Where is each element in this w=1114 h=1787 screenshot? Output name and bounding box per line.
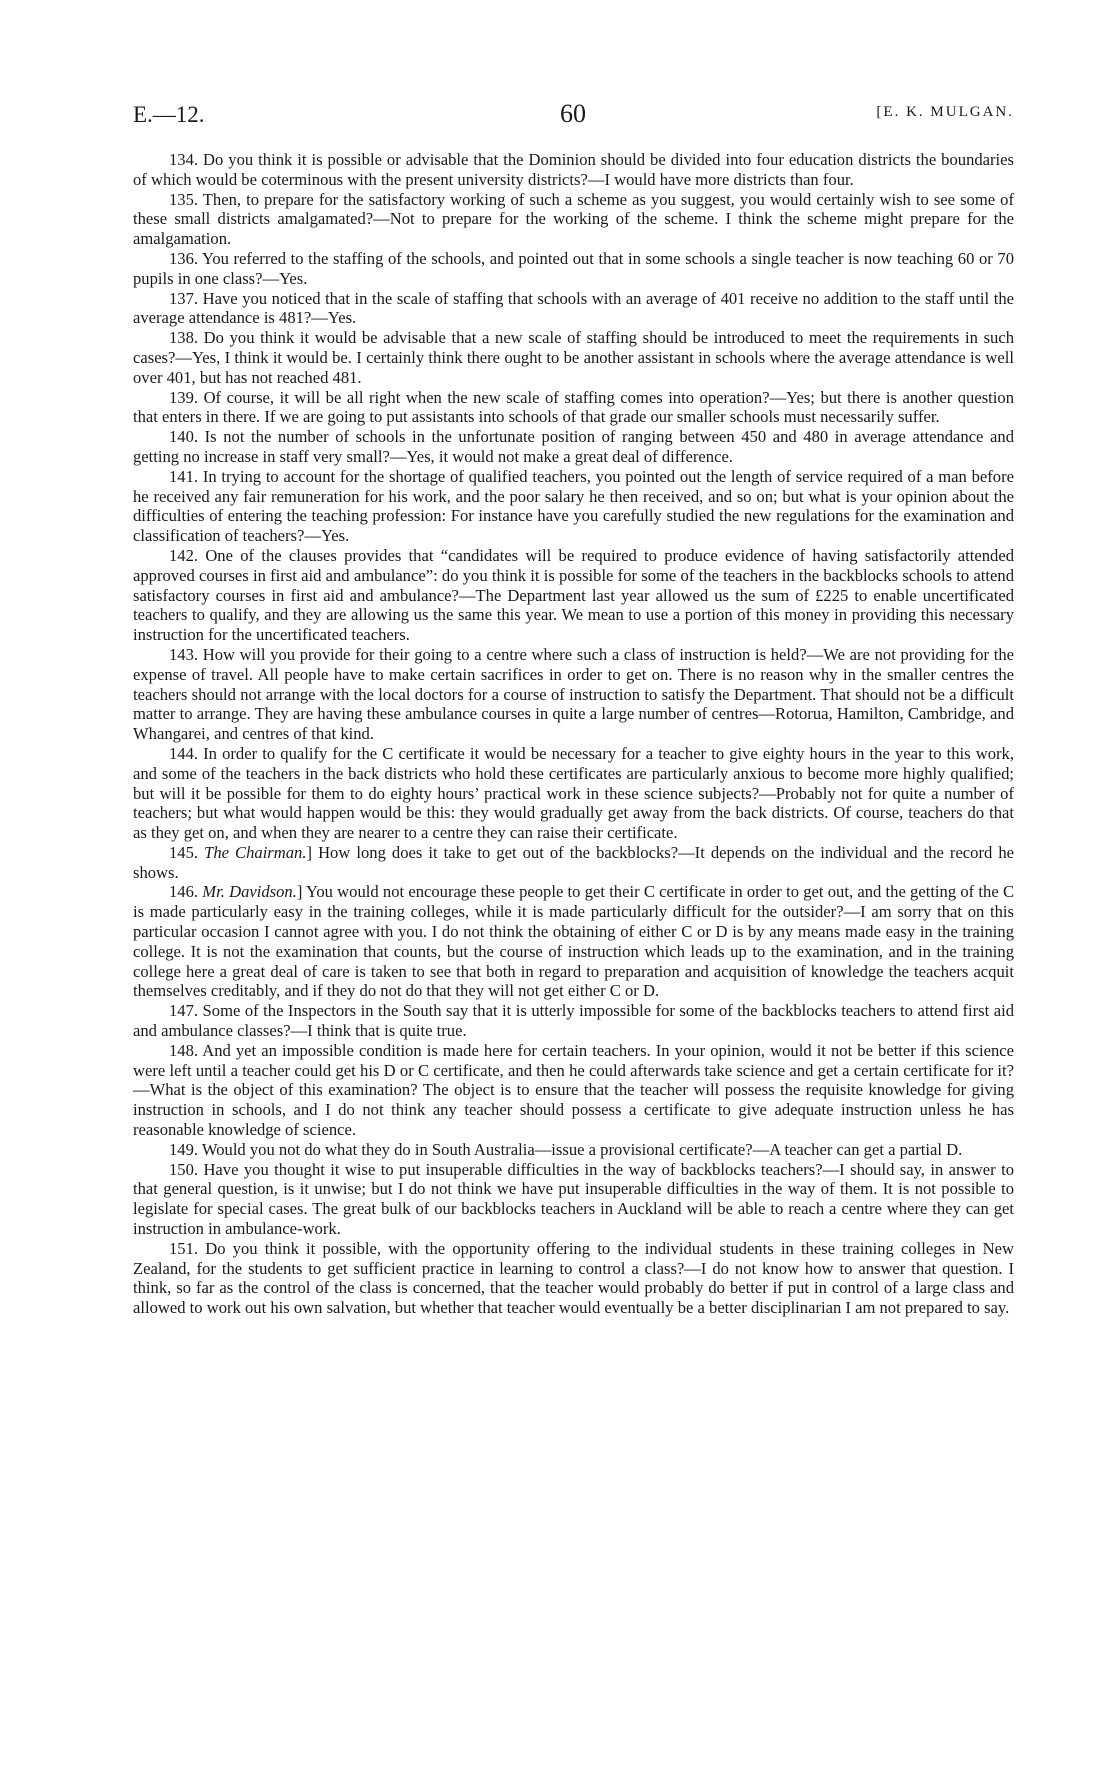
question-139: 139. Of course, it will be all right when the new scale of staffing comes into operation?—Yes; but there is another question that enters in there. If we are going to put assistants into schools of that grade our smaller schools must necessarily suffer.: [133, 387, 1014, 427]
question-text: ] You would not encourage these people to get their C certificate in order to get out, and the getting of the C is made particularly easy in the training colleges, while it is made particularly difficult for the outsider?—I am sorry that on this particular occasion I cannot agree with you. I do not think the obtaining of either C or D is by any means made easy in the training college. It is not the examination that counts, but the course of instruction which leads up to the examination, and in the training college here a great deal of care is taken to see that both in regard to preparation and acquisition of knowledge the teachers acquit themselves creditably, and if they do not do that they will not get either C or D.: [133, 882, 1015, 1001]
evidence-body: [133, 150, 1014, 1318]
question-142: 142. One of the clauses provides that “candidates will be required to produce evidence of having satisfactorily attended approved courses in first aid and ambulance”: do you think it is possible for some of the teachers in the backblocks schools to attend satisfactory courses in first aid and ambulance?—The Department last year allowed us the sum of £225 to enable uncertificated teachers to qualify, and they are allowing us the same this year. We mean to use a portion of this money in providing this necessary instruction for the uncertificated teachers.: [133, 545, 1014, 645]
question-151: 151. Do you think it possible, with the opportunity offering to the individual students in these training colleges in New Zealand, for the students to get sufficient practice in learning to control a class?—I do not know how to answer that question. I think, so far as the control of the class is concerned, that the teacher would probably do better if put in control of a large class and allowed to work out his own salvation, but whether that teacher would eventually be a better disciplinarian I am not prepared to say.: [133, 1238, 1014, 1318]
question-140: 140. Is not the number of schools in the unfortunate position of ranging between 450 and 480 in average attendance and getting no increase in staff very small?—Yes, it would not make a great deal of difference.: [133, 427, 1014, 466]
question-147: 147. Some of the Inspectors in the South say that it is utterly impossible for some of the backblocks teachers to attend first aid and ambulance classes?—I think that is quite true.: [133, 1001, 1014, 1041]
page-header: [133, 96, 1014, 136]
question-145: [133, 843, 1014, 883]
question-141: 141. In trying to account for the shortage of qualified teachers, you pointed out the length of service required of a man before he received any fair remuneration for his work, and the poor salary he then received, and so on; but what is your opinion about the difficulties of entering the teaching profession: For instance have you carefully studied the new regulations for the examination and classification of teachers?—Yes.: [133, 466, 1014, 546]
question-144: 144. In order to qualify for the C certificate it would be necessary for a teacher to give eighty hours in the year to this work, and some of the teachers in the back districts who hold these certificates are particularly anxious to become more highly qualified; but will it be possible for them to do eighty hours’ practical work in these science subjects?—Probably not for quite a number of teachers; but what would happen would be this: they would gradually get away from the back districts. Of course, teachers do that as they get on, and when they are nearer to a centre they can raise their certificate.: [133, 743, 1014, 843]
witness-name: [E. K. MULGAN.: [876, 104, 1014, 120]
report-reference: E.—12.: [133, 102, 205, 127]
question-138: 138. Do you think it would be advisable that a new scale of staffing should be introduced to meet the requirements in such cases?—Yes, I think it would be. I certainly think there ought to be another assistant in schools where the average attendance is well over 401, but has not reached 481.: [133, 328, 1014, 387]
question-143: 143. How will you provide for their going to a centre where such a class of instruction is held?—We are not providing for the expense of travel. All people have to make certain sacrifices in order to get on. There is no reason why in the smaller centres the teachers should not arrange with the local doctors for a course of instruction to satisfy the Department. That should not be a difficult matter to arrange. They are having these ambulance courses in quite a large number of centres—Rotorua, Hamilton, Cambridge, and Whangarei, and centres of that kind.: [133, 644, 1014, 744]
question-146: [133, 882, 1014, 1001]
speaker-name: Mr. Davidson.: [202, 882, 297, 902]
question-134: 134. Do you think it is possible or advisable that the Dominion should be divided into four education districts the boundaries of which would be coterminous with the present university districts?—I would have more districts than four.: [133, 150, 1014, 189]
question-number: 146.: [169, 882, 203, 902]
question-150: 150. Have you thought it wise to put insuperable difficulties in the way of backblocks teachers?—I should say, in answer to that general question, is it unwise; but I do not think we have put insuperable difficulties in the way of them. It is not possible to legislate for special cases. The great bulk of our backblocks teachers in Auckland will be able to reach a centre where they can get instruction in ambulance-work.: [133, 1159, 1014, 1239]
question-text: ] How long does it take to get out of the backblocks?—It depends on the individual and the record he shows.: [133, 842, 1014, 882]
question-149: 149. Would you not do what they do in South Australia—issue a provisional certificate?—A teacher can get a partial D.: [169, 1139, 963, 1159]
question-136: 136. You referred to the staffing of the schools, and pointed out that in some schools a single teacher is now teaching 60 or 70 pupils in one class?—Yes.: [133, 248, 1014, 288]
question-137: 137. Have you noticed that in the scale of staffing that schools with an average of 401 receive no addition to the staff until the average attendance is 481?—Yes.: [133, 288, 1014, 328]
page-number: 60: [560, 99, 586, 128]
question-number: 145.: [169, 842, 205, 862]
speaker-name: The Chairman.: [204, 842, 307, 862]
question-135: 135. Then, to prepare for the satisfactory working of such a scheme as you suggest, you would certainly wish to see some of these small districts amalgamated?—Not to prepare for the working of the scheme. I think the scheme might prepare for the amalgamation.: [133, 189, 1014, 249]
question-148: 148. And yet an impossible condition is made here for certain teachers. In your opinion, would it not be better if this science were left until a teacher could get his D or C certificate, and then he could afterwards take science and get a certain certificate for it?—What is the object of this examination? The object is to ensure that the teacher will possess the requisite knowledge for giving instruction in schools, and I do not think any teacher should possess a certificate to give adequate instruction unless he has reasonable knowledge of science.: [133, 1040, 1014, 1140]
